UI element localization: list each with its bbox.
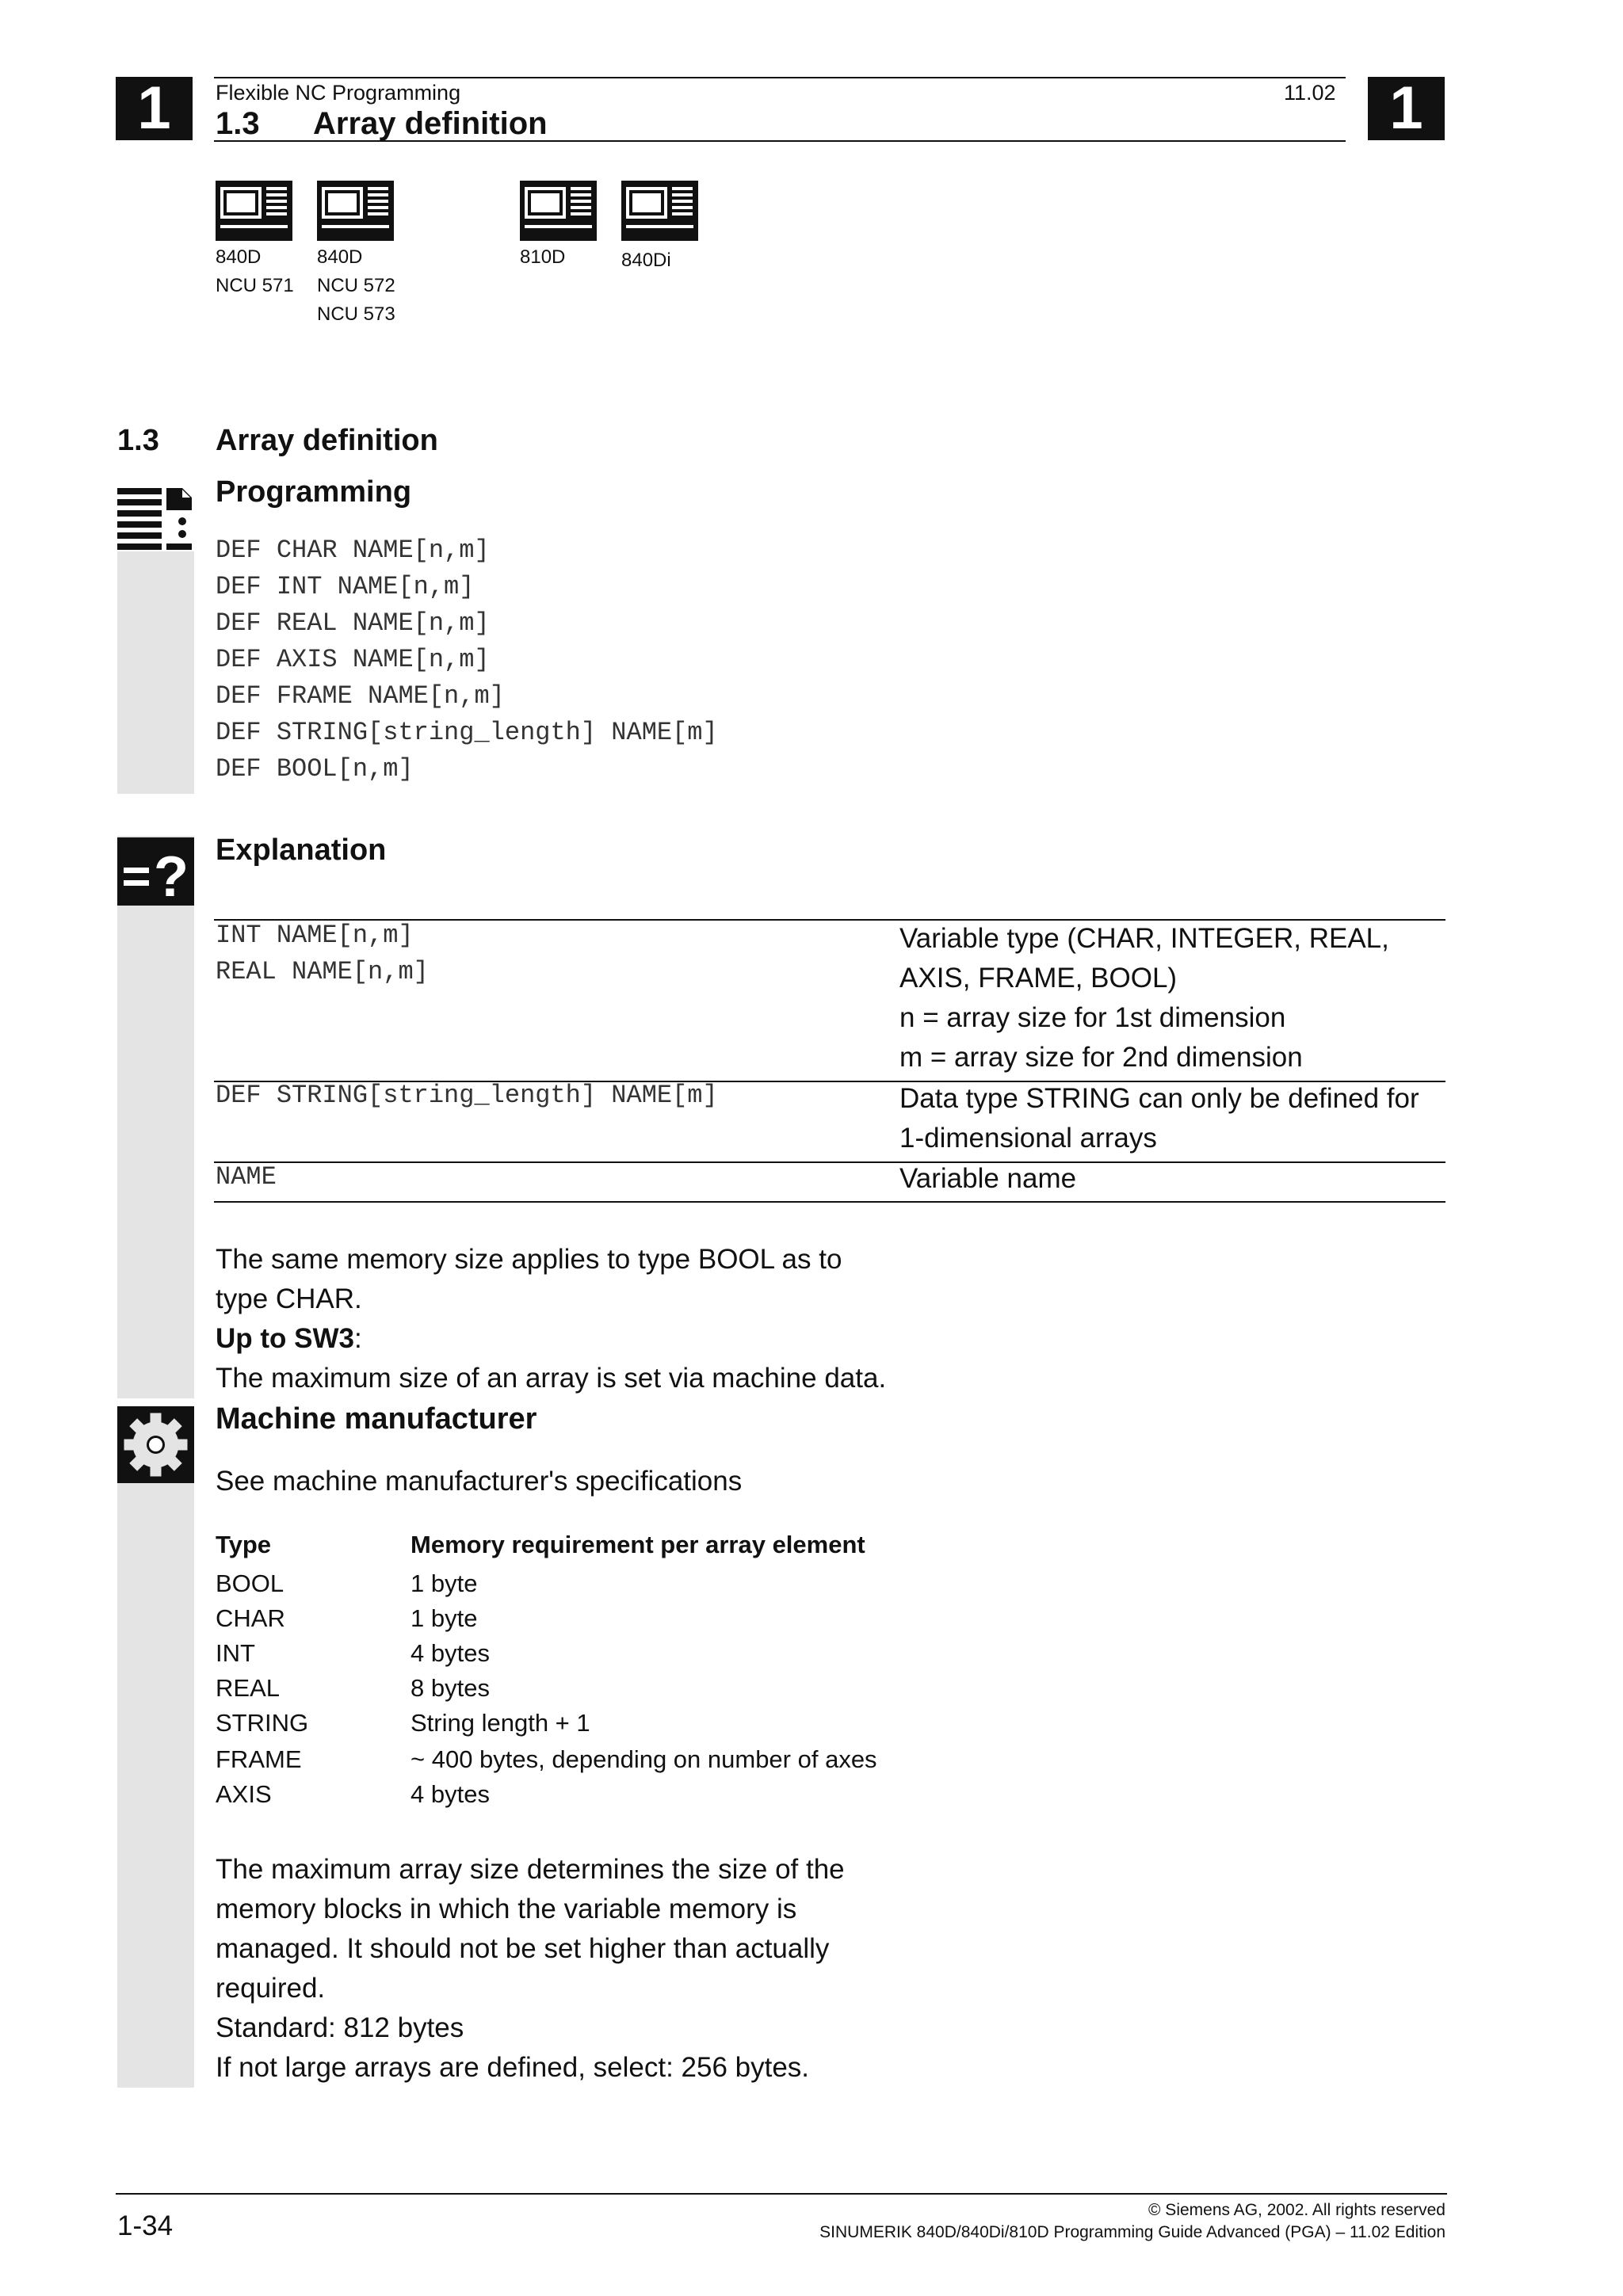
control-label: NCU 571 [216, 275, 294, 296]
section-number: 1.3 [117, 424, 159, 457]
header-edition: 11.02 [1284, 81, 1336, 105]
note-sw3-label: Up to SW3 [216, 1323, 354, 1354]
explanation-desc: m = array size for 2nd dimension [899, 1042, 1303, 1073]
manufacturer-paragraph: memory blocks in which the variable memory is [216, 1894, 797, 1924]
header-top-rule [214, 77, 1346, 78]
memory-table-value: 1 byte [411, 1569, 478, 1597]
memory-table-value: ~ 400 bytes, depending on number of axes [411, 1745, 877, 1773]
code-line: DEF BOOL[n,m] [216, 754, 414, 784]
explanation-code: REAL NAME[n,m] [216, 957, 429, 986]
gear-icon [117, 1406, 194, 1483]
memory-table-type: CHAR [216, 1604, 285, 1632]
svg-text:?: ? [154, 845, 189, 906]
code-line: DEF INT NAME[n,m] [216, 572, 475, 601]
manufacturer-paragraph: managed. It should not be set higher than actually [216, 1933, 830, 1964]
note-text: The maximum size of an array is set via machine data. [216, 1363, 887, 1394]
memory-table-type: FRAME [216, 1745, 302, 1773]
control-label: 840D [216, 246, 262, 268]
explanation-code: NAME [216, 1162, 277, 1192]
memory-table-header-memory: Memory requirement per array element [411, 1531, 865, 1558]
margin-bar-explanation [117, 836, 194, 1398]
memory-table-type: AXIS [216, 1780, 272, 1808]
code-line: DEF CHAR NAME[n,m] [216, 536, 490, 565]
note-sw3 [216, 1319, 362, 1359]
chapter-badge-left: 1 [116, 77, 193, 140]
manufacturer-paragraph: If not large arrays are defined, select: 256 bytes. [216, 2052, 810, 2083]
control-panel-icon [317, 181, 394, 241]
memory-table-type: REAL [216, 1674, 280, 1702]
memory-table-value: 8 bytes [411, 1674, 490, 1702]
control-panel-icon [520, 181, 597, 241]
margin-bar-manufacturer [117, 1406, 194, 2088]
programming-icon [117, 483, 194, 551]
note-text: type CHAR. [216, 1283, 362, 1314]
memory-table-value: 4 bytes [411, 1639, 490, 1667]
memory-table-value: 1 byte [411, 1604, 478, 1632]
explanation-desc: Data type STRING can only be defined for [899, 1083, 1419, 1114]
manufacturer-paragraph: The maximum array size determines the size of the [216, 1854, 845, 1885]
control-panel-icon [621, 181, 698, 241]
table-rule [214, 1161, 1445, 1163]
manufacturer-paragraph: required. [216, 1973, 326, 2004]
header-heading-title: Array definition [313, 106, 548, 141]
code-line: DEF STRING[string_length] NAME[m] [216, 718, 718, 747]
control-label: NCU 572 [317, 275, 395, 296]
control-label: NCU 573 [317, 303, 395, 325]
memory-table-type: BOOL [216, 1569, 285, 1597]
control-label: 840Di [621, 250, 671, 271]
section-title: Array definition [216, 424, 438, 457]
header-heading-number: 1.3 [216, 106, 260, 141]
explanation-desc: AXIS, FRAME, BOOL) [899, 963, 1178, 994]
control-label: 840D [317, 246, 363, 268]
note-text: The same memory size applies to type BOOL as to [216, 1244, 842, 1275]
footer-guide: SINUMERIK 840D/840Di/810D Programming Guide Advanced (PGA) – 11.02 Edition [819, 2223, 1445, 2241]
control-label: 810D [520, 246, 566, 268]
explanation-desc: 1-dimensional arrays [899, 1123, 1157, 1154]
programming-heading: Programming [216, 475, 412, 509]
manufacturer-paragraph: Standard: 812 bytes [216, 2012, 464, 2043]
code-line: DEF AXIS NAME[n,m] [216, 645, 490, 674]
explanation-desc: Variable name [899, 1163, 1077, 1194]
explanation-desc: Variable type (CHAR, INTEGER, REAL, [899, 923, 1389, 954]
explanation-icon [117, 837, 194, 906]
explanation-code: DEF STRING[string_length] NAME[m] [216, 1081, 718, 1110]
footer-rule [116, 2193, 1447, 2195]
explanation-desc: n = array size for 1st dimension [899, 1002, 1286, 1033]
header-section-title: Flexible NC Programming [216, 81, 461, 105]
code-line: DEF REAL NAME[n,m] [216, 608, 490, 638]
memory-table-header-type: Type [216, 1531, 272, 1558]
explanation-heading: Explanation [216, 833, 387, 867]
memory-table-type: INT [216, 1639, 255, 1667]
memory-table-value: String length + 1 [411, 1709, 590, 1737]
manufacturer-text: See machine manufacturer's specifications [216, 1466, 743, 1497]
code-line: DEF FRAME NAME[n,m] [216, 681, 505, 711]
explanation-code: INT NAME[n,m] [216, 921, 414, 950]
memory-table-type: STRING [216, 1709, 309, 1737]
manufacturer-heading: Machine manufacturer [216, 1402, 537, 1436]
footer-page-number: 1-34 [117, 2210, 174, 2241]
memory-table-value: 4 bytes [411, 1780, 490, 1808]
chapter-badge-right: 1 [1368, 77, 1445, 140]
footer-copyright: © Siemens AG, 2002. All rights reserved [1148, 2201, 1445, 2219]
control-panel-icon [216, 181, 292, 241]
note-sw3-colon: : [353, 1323, 362, 1354]
table-rule [214, 1201, 1445, 1203]
